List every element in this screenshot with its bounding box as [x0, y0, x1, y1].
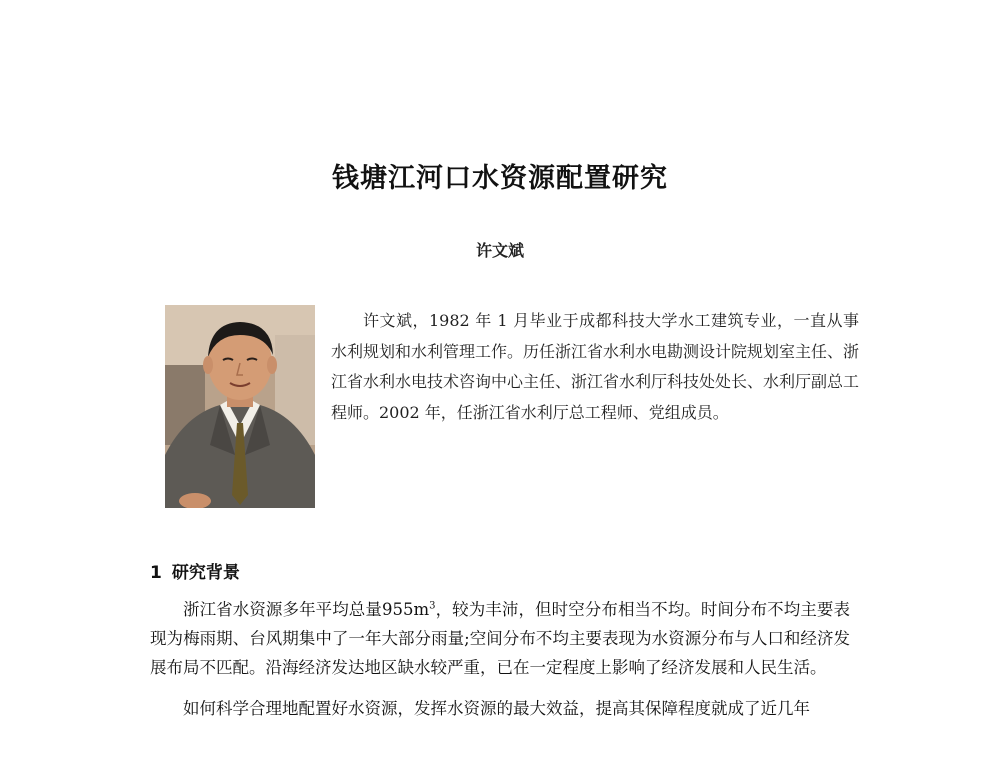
section-body — [150, 595, 850, 723]
section-number: 1 — [150, 563, 162, 583]
author-bio — [331, 306, 859, 428]
author-bio-text: 许文斌，1982 年 1 月毕业于成都科技大学水工建筑专业，一直从事水利规划和水利管理工作。历任浙江省水利水电勘测设计院规划室主任、浙江省水利水电技术咨询中心主任、浙江省水利厅科技处处长、水利厅副总工程师。2002 年，任浙江省水利厅总工程师、党组成员。 — [331, 311, 860, 422]
paragraph-1-lead: 浙江省水资源多年平均总量955m — [183, 600, 430, 619]
paragraph-1 — [150, 595, 850, 682]
author-photo — [165, 305, 315, 508]
author-name: 许文斌 — [475, 241, 524, 260]
document-title: 钱塘江河口水资源配置研究 — [332, 163, 668, 194]
portrait-image — [165, 305, 315, 508]
section-heading — [150, 558, 240, 583]
section-title: 研究背景 — [171, 563, 240, 583]
paragraph-1-rest: ，较为丰沛，但时空分布相当不均。时间分布不均主要表现为梅雨期、台风期集中了一年大部分雨量;空间分布不均主要表现为水资源分布与人口和经济发展布局不匹配。沿海经济发达地区缺水较严重，已在一定程度上影响了经济发展和人民生活。 — [150, 600, 851, 677]
paragraph-1-superscript: 3 — [429, 600, 436, 612]
paragraph-2: 如何科学合理地配置好水资源，发挥水资源的最大效益，提高其保障程度就成了近几年 — [183, 699, 810, 718]
